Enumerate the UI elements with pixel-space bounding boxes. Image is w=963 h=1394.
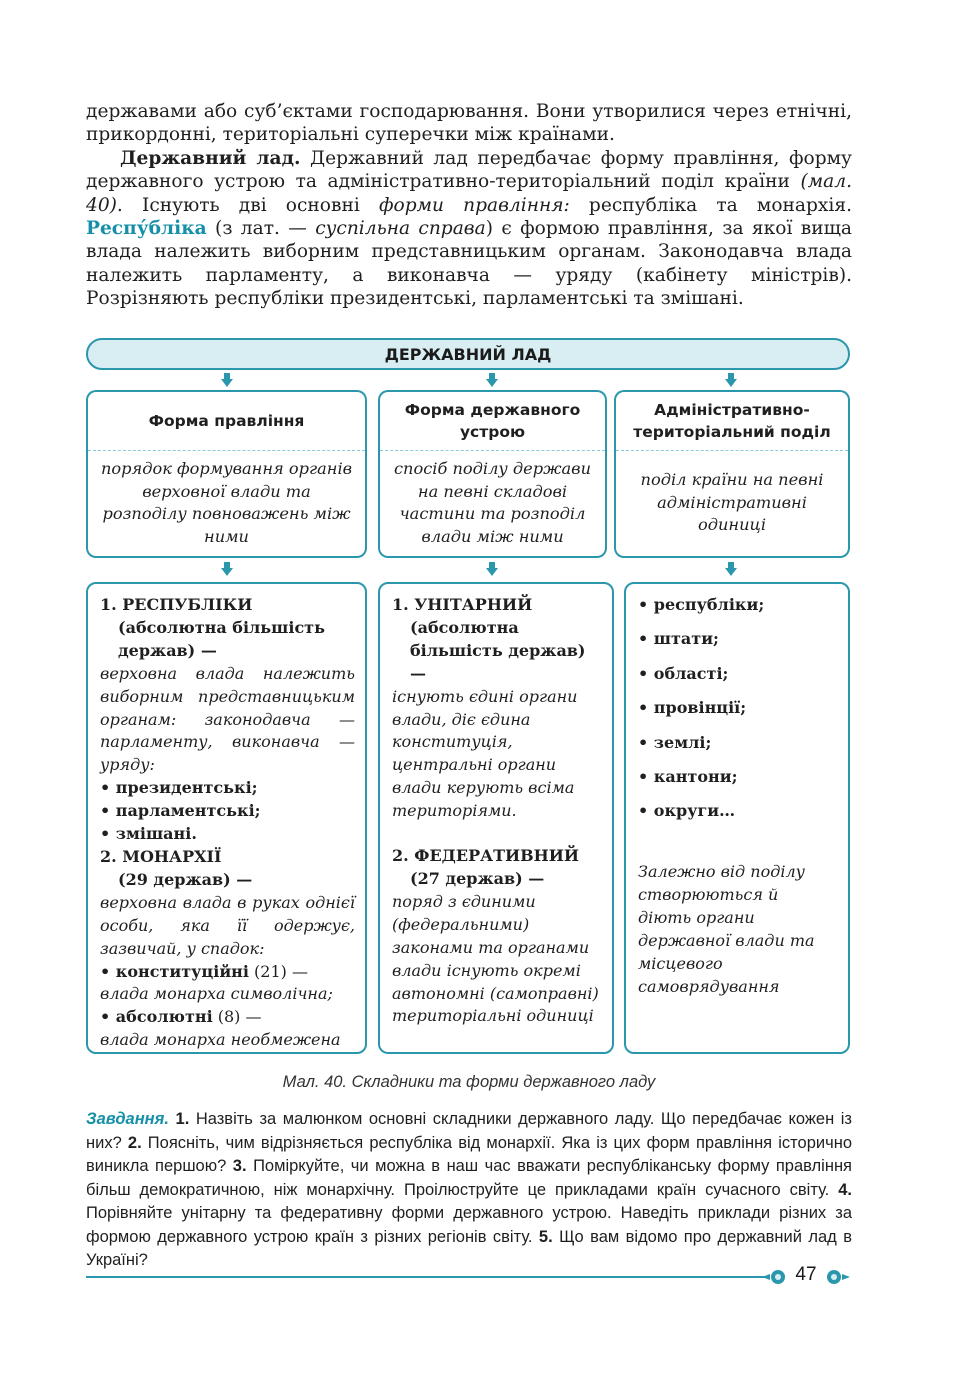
detail-administrative-division xyxy=(624,582,850,1054)
list-item: • області; xyxy=(638,663,838,686)
desc-administrative-division: поділ країни на певні адміністративні одиниці xyxy=(614,450,850,558)
monarchies-title: 2. МОНАРХІЇ xyxy=(100,846,222,866)
republic-types-list xyxy=(100,777,355,846)
list-item: • президентські; xyxy=(100,777,355,800)
federal-count: (27 держав) — xyxy=(410,868,545,888)
task-label: Завдання. xyxy=(86,1110,169,1128)
page-ornament-right-icon xyxy=(824,1269,850,1285)
units-list xyxy=(638,594,838,823)
republics-title: 1. РЕСПУБЛІКИ xyxy=(100,595,253,614)
unitary-title: 1. УНІТАРНИЙ xyxy=(392,595,533,614)
head-form-of-government: Форма правління xyxy=(86,390,367,450)
list-item: • парламентські; xyxy=(100,800,355,823)
head-form-of-state-structure: Форма державного устрою xyxy=(378,390,607,450)
arrow-down-icon xyxy=(486,373,498,387)
federal-description: поряд з єдиними (федеральними) законами та органами влади існують окремі автономні (самоправні) територіальні одиниці xyxy=(392,891,599,1026)
page-ornament-left-icon xyxy=(762,1269,788,1285)
monarchy-types-list xyxy=(100,961,355,984)
footer-rule xyxy=(86,1276,766,1278)
list-item: • кантони; xyxy=(638,766,838,789)
detail-form-of-state-structure xyxy=(378,582,614,1054)
republics-description: верховна влада належить виборним представницьким органам: законодавча — парламенту, виконавча — уряду: xyxy=(100,663,355,775)
list-item: • штати; xyxy=(638,628,838,651)
constitutional-description: влада монарха символічна; xyxy=(100,984,333,1004)
intro-text xyxy=(86,100,852,311)
diagram-title: ДЕРЖАВНИЙ ЛАД xyxy=(86,338,850,370)
list-item: • змішані. xyxy=(100,823,355,846)
arrow-down-icon xyxy=(486,562,498,576)
unitary-count: (абсолютна більшість держав) — xyxy=(410,617,586,683)
republics-count: (абсолютна більшість держав) — xyxy=(118,617,325,660)
monarchy-types-list-2 xyxy=(100,1006,355,1029)
term-republic: Респу́бліка xyxy=(86,218,207,240)
intro-paragraph-2: Державний лад. Державний лад передбачає форму правління, форму державного устрою та адміністративно-територіальний поділ країни (мал. 40). Існують дві основні форми правління: республіка та монархія. Респу́бліка (з лат. — суспільна справа) є формою правління, за якої вища влада належить виборним представницьким органам. Законодавча влада належить парламенту, а виконавча — уряду (кабінету міністрів). Розрізняють республіки президентські, парламентські та змішані. xyxy=(86,147,852,310)
figure-reference: (мал. 40) xyxy=(86,171,852,216)
list-item: • конституційні (21) — xyxy=(100,961,355,984)
list-item: • землі; xyxy=(638,732,838,755)
detail-form-of-government xyxy=(86,582,367,1054)
head-administrative-division: Адміністративно-територіальний поділ xyxy=(614,390,850,450)
list-item: • республіки; xyxy=(638,594,838,617)
absolute-description: влада монарха необмежена xyxy=(100,1030,341,1050)
page-number: 47 xyxy=(795,1264,817,1285)
list-item: • провінції; xyxy=(638,697,838,720)
spacer xyxy=(392,823,602,845)
figure-caption: Мал. 40. Складники та форми державного ладу xyxy=(282,1073,656,1091)
list-item: • округи… xyxy=(638,800,838,823)
monarchies-count: (29 держав) — xyxy=(118,869,253,889)
task-text: Завдання. 1. Назвіть за малюнком основні складники державного ладу. Що передбачає кожен із них? 2. Поясніть, чим відрізняється республіка від монархії. Яка із цих форм правління історично виникла першою? 3. Поміркуйте, чи можна в наш час вважати республіканську форму правління більш демократичною, ніж монархічну. Проілюструйте це прикладами країн сучасного світу. 4. Порівняйте унітарну та федеративну форми державного устрою. Наведіть приклади різних за формою державного устрою країн з різних регіонів світу. 5. Що вам відомо про державний лад в Україні? xyxy=(86,1110,852,1269)
arrow-down-icon xyxy=(221,373,233,387)
intro-paragraph-1: державами або суб’єктами господарювання. Вони утворилися через етнічні, прикордонні, територіальні суперечки між країнами. xyxy=(86,101,852,146)
list-item: • абсолютні (8) — xyxy=(100,1006,355,1029)
desc-form-of-government: порядок формування органів верховної влади та розподілу повноважень між ними xyxy=(86,450,367,558)
monarchies-description: верховна влада в руках однієї особи, яка її одержує, зазвичай, у спадок: xyxy=(100,892,355,958)
arrow-down-icon xyxy=(221,562,233,576)
desc-form-of-state-structure: спосіб поділу держави на певні складові частини та розподіл влади між ними xyxy=(378,450,607,558)
arrow-down-icon xyxy=(725,373,737,387)
arrow-down-icon xyxy=(725,562,737,576)
unitary-description: існують єдині органи влади, діє єдина конституція, центральні органи влади керують всіма територіями. xyxy=(392,686,578,821)
federal-title: 2. ФЕДЕРАТИВНИЙ xyxy=(392,846,580,866)
division-note: Залежно від поділу створюються й діють органи державної влади та місцевого самоврядування xyxy=(638,862,815,996)
state-system-lead: Державний лад. xyxy=(120,147,301,169)
